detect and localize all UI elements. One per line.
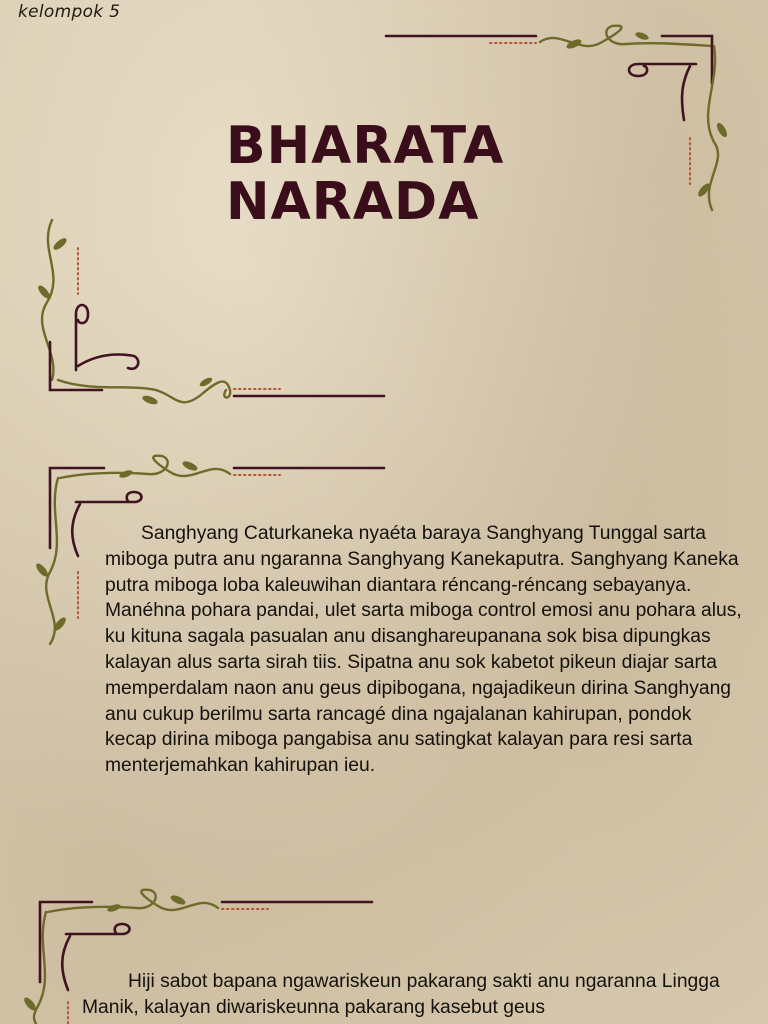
paragraph-2 xyxy=(82,969,742,1021)
title-line-1: BHARATA xyxy=(226,116,505,176)
paragraph-2-text: Hiji sabot bapana ngawariskeun pakarang sakti anu ngaranna Lingga Manik, kalayan diwariskeunna pakarang kasebut geus xyxy=(82,971,720,1018)
title-line-2: NARADA xyxy=(226,172,480,232)
paragraph-1-text: Sanghyang Caturkaneka nyaéta baraya Sanghyang Tunggal sarta miboga putra anu ngaranna Sanghyang Kanekaputra. Sanghyang Kaneka putra miboga loba kaleuwihan diantara réncang-réncang sebayanya. Manéhna pohara pandai, ulet sarta miboga control emosi anu pohara alus, ku kituna sagala pasualan anu disanghareupanana sok bisa dipungkas kalayan alus sarta sirah tiis. Sipatna anu sok kabetot pikeun diajar sarta memperdalam naon anu geus dipibogana, ngajadikeun dirina Sanghyang anu cukup berilmu sarta rancagé dina ngajalanan kahirupan, pondok kecap dirina miboga pangabisa anu satingkat kalayan para resi sarta menterjemahkan kahirupan ieu. xyxy=(105,523,742,777)
group-label: kelompok 5 xyxy=(18,2,121,22)
corner-flourish-top-right-icon xyxy=(380,22,740,222)
corner-flourish-title-left-icon xyxy=(30,214,390,414)
paragraph-1 xyxy=(105,521,745,779)
